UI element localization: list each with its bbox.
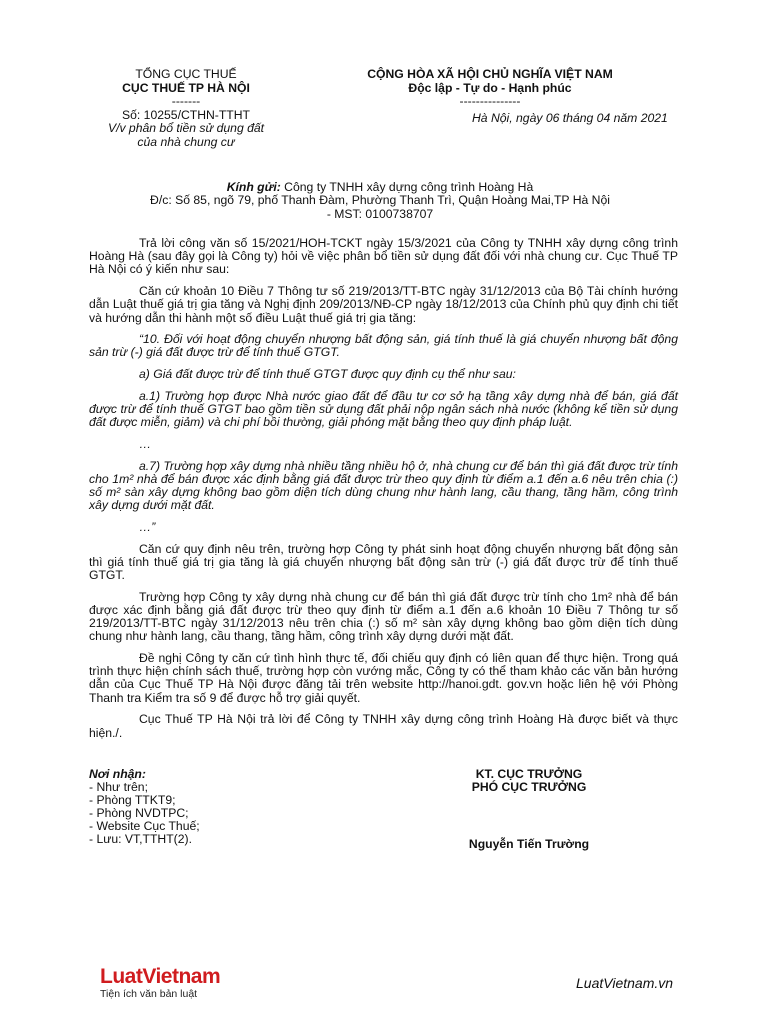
issuer-header <box>86 68 286 149</box>
national-motto: Độc lập - Tự do - Hạnh phúc <box>408 80 572 95</box>
quote-paragraph: “10. Đối với hoạt động chuyển nhượng bất động sản, giá tính thuế là giá chuyển nhượng bất động sản trừ (-) giá đất được trừ để tính thuế GTGT. <box>89 332 678 360</box>
paragraph: Trường hợp Công ty xây dựng nhà chung cư để bán thì giá đất được trừ tính cho 1m² nhà để bán được xác định bằng giá đất được trừ theo quy định từ điểm a.1 đến a.6 khoản 10 Điều 7 Thông tư số 219/2013/TT-BTC ngày 31/12/2013 nêu trên chia (:) số m² sàn xây dựng không bao gồm diện tích dùng chung như hành lang, cầu thang, tầng hầm, công trình xây dựng dưới mặt đất. <box>89 589 678 644</box>
paragraph: Đề nghị Công ty căn cứ tình hình thực tế, đối chiếu quy định có liên quan để thực hiện. Trong quá trình thực hiện chính sách thuế, trường hợp còn vướng mắc, Công ty có thể tham khảo các văn bản hướng dẫn của Cục Thuế TP Hà Nội được đăng tải trên website http://hanoi.gdt. gov.vn hoặc liên hệ với Phòng Thanh tra Kiểm tra số 9 để được hỗ trợ giải quyết. <box>89 651 678 705</box>
recipients-list <box>89 768 200 846</box>
logo-luat-text: Luat <box>100 965 143 988</box>
signature-position: PHÓ CỤC TRƯỞNG <box>471 780 587 794</box>
quote-paragraph: a) Giá đất được trừ để tính thuế GTGT được quy định cụ thể như sau: <box>139 367 516 382</box>
luatvietnam-logo <box>100 966 220 1000</box>
national-separator: --------------- <box>459 94 521 108</box>
signature-block <box>434 768 624 794</box>
recipient-name: Công ty TNHH xây dựng công trình Hoàng Hà <box>280 180 534 194</box>
recipients-title: Nơi nhận: <box>89 767 146 781</box>
recipients-item: - Như trên; <box>89 780 148 794</box>
recipients-item: - Website Cục Thuế; <box>89 819 200 833</box>
letter-body <box>89 237 678 748</box>
logo-vietnam-text: Vietnam <box>142 965 221 988</box>
logo-tagline: Tiện ích văn bản luật <box>100 988 198 1000</box>
paragraph: Trả lời công văn số 15/2021/HOH-TCKT ngày 15/3/2021 của Công ty TNHH xây dựng công trình Hoàng Hà (sau đây gọi là Công ty) hỏi về việc phân bổ tiền sử dụng đất đối với nhà chung cư. Cục Thuế TP Hà Nội có ý kiến như sau: <box>89 236 678 277</box>
document-number: Số: 10255/CTHN-TTHT <box>122 107 250 122</box>
document-subject-line1: V/v phân bổ tiền sử dụng đất <box>107 121 265 135</box>
issuer-separator: ------- <box>171 94 201 108</box>
quote-ellipsis: …” <box>139 519 156 534</box>
recipients-item: - Phòng TTKT9; <box>89 793 176 807</box>
quote-paragraph: a.7) Trường hợp xây dựng nhà nhiều tầng nhiều hộ ở, nhà chung cư để bán thì giá đất được trừ tính cho 1m² nhà để bán được xác định bằng giá đất được trừ theo quy định từ điểm a.1 đến a.6 nêu trên chia (:) số m² sàn xây dựng không bao gồm diện tích dùng chung như hành lang, cầu thang, tầng hầm, công trình xây dựng dưới mặt đất. <box>89 458 678 513</box>
paragraph: Căn cứ khoản 10 Điều 7 Thông tư số 219/2013/TT-BTC ngày 31/12/2013 của Bộ Tài chính hướng dẫn Luật thuế giá trị gia tăng và Nghị định 209/2013/NĐ-CP ngày 18/12/2013 của Chính phủ quy định chi tiết và hướng dẫn thi hành một số điều Luật thuế giá trị gia tăng: <box>89 284 678 325</box>
paragraph: Căn cứ quy định nêu trên, trường hợp Công ty phát sinh hoạt động chuyển nhượng bất động sản thì giá tính thuế giá trị gia tăng là giá chuyển nhượng bất động sản trừ (-) giá đất được trừ để tính thuế GTGT. <box>89 541 678 583</box>
national-header <box>320 68 660 109</box>
issuer-parent: TỔNG CỤC THUẾ <box>135 67 237 81</box>
document-date: Hà Nội, ngày 06 tháng 04 năm 2021 <box>472 111 668 125</box>
footer-website: LuatVietnam.vn <box>576 975 674 991</box>
recipient-label: Kính gửi: <box>226 180 281 194</box>
quote-ellipsis: … <box>139 436 152 451</box>
recipient-address: Đ/c: Số 85, ngõ 79, phố Thanh Đàm, Phường Thanh Trì, Quận Hoàng Mai,TP Hà Nội <box>150 193 610 208</box>
signature-title: KT. CỤC TRƯỞNG <box>475 767 583 781</box>
quote-paragraph: a.1) Trường hợp được Nhà nước giao đất để đầu tư cơ sở hạ tầng xây dựng nhà để bán, giá đất được trừ để tính thuế GTGT bao gồm tiền sử dụng đất phải nộp ngân sách nhà nước (không kể tiền sử dụng đất được miễn, giảm) và chi phí bồi thường, giải phóng mặt bằng theo quy định pháp luật. <box>89 388 678 430</box>
recipients-item: - Lưu: VT,TTHT(2). <box>89 832 192 846</box>
issuer-name: CỤC THUẾ TP HÀ NỘI <box>122 80 250 95</box>
recipient-tax-code: - MST: 0100738707 <box>326 206 434 221</box>
document-subject-line2: của nhà chung cư <box>137 134 235 149</box>
paragraph: Cục Thuế TP Hà Nội trả lời để Công ty TNHH xây dựng công trình Hoàng Hà được biết và thực hiện./. <box>89 712 678 740</box>
signer-name: Nguyễn Tiến Trường <box>468 837 590 851</box>
recipients-item: - Phòng NVDTPC; <box>89 806 189 820</box>
national-title: CỘNG HÒA XÃ HỘI CHỦ NGHĨA VIỆT NAM <box>367 67 613 81</box>
recipient-block <box>100 181 660 221</box>
